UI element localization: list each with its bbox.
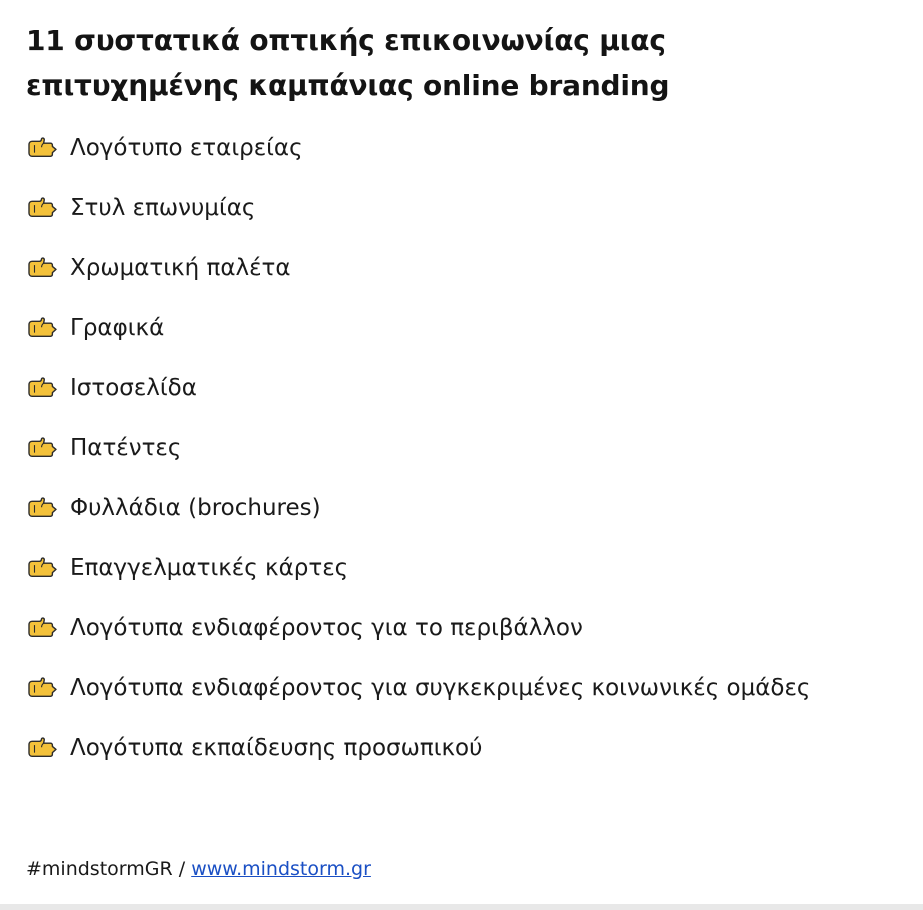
pointing-hand-icon <box>26 497 60 523</box>
list-item-label: Λογότυπο εταιρείας <box>70 134 303 161</box>
pointing-hand-icon <box>26 317 60 343</box>
list-item-label: Στυλ επωνυμίας <box>70 194 256 221</box>
pointing-hand-icon <box>26 677 60 703</box>
list-item <box>26 419 897 479</box>
page-title-line-2: επιτυχημένης καμπάνιας online branding <box>26 69 670 103</box>
list-item <box>26 239 897 299</box>
list-item <box>26 599 897 659</box>
list-item-label: Επαγγελματικές κάρτες <box>70 554 349 581</box>
list-item <box>26 359 897 419</box>
list-item <box>26 299 897 359</box>
pointing-hand-icon <box>26 377 60 403</box>
footer <box>26 858 371 880</box>
pointing-hand-icon <box>26 197 60 223</box>
pointing-hand-icon <box>26 257 60 283</box>
list-item <box>26 719 897 779</box>
components-list <box>26 119 897 779</box>
list-item-label: Φυλλάδια (brochures) <box>70 494 321 521</box>
list-item-label: Ιστοσελίδα <box>70 374 197 401</box>
list-item <box>26 479 897 539</box>
list-item-label: Λογότυπα ενδιαφέροντος για συγκεκριμένες κοινωνικές ομάδες <box>70 674 811 701</box>
pointing-hand-icon <box>26 617 60 643</box>
pointing-hand-icon <box>26 137 60 163</box>
footer-website-link[interactable]: www.mindstorm.gr <box>191 858 371 880</box>
list-item <box>26 659 897 719</box>
list-item-label: Λογότυπα εκπαίδευσης προσωπικού <box>70 734 483 761</box>
list-item-label: Γραφικά <box>70 314 165 341</box>
bottom-divider <box>0 904 923 910</box>
pointing-hand-icon <box>26 557 60 583</box>
list-item <box>26 539 897 599</box>
footer-hashtag: #mindstormGR <box>26 858 173 880</box>
page-title <box>26 18 726 109</box>
list-item-label: Λογότυπα ενδιαφέροντος για το περιβάλλον <box>70 614 583 641</box>
list-item-label: Χρωματική παλέτα <box>70 254 291 281</box>
pointing-hand-icon <box>26 737 60 763</box>
list-item <box>26 179 897 239</box>
list-item-label: Πατέντες <box>70 434 182 461</box>
footer-separator: / <box>178 858 186 880</box>
pointing-hand-icon <box>26 437 60 463</box>
page-title-line-1: 11 συστατικά οπτικής επικοινωνίας μιας <box>26 24 666 57</box>
list-item <box>26 119 897 179</box>
